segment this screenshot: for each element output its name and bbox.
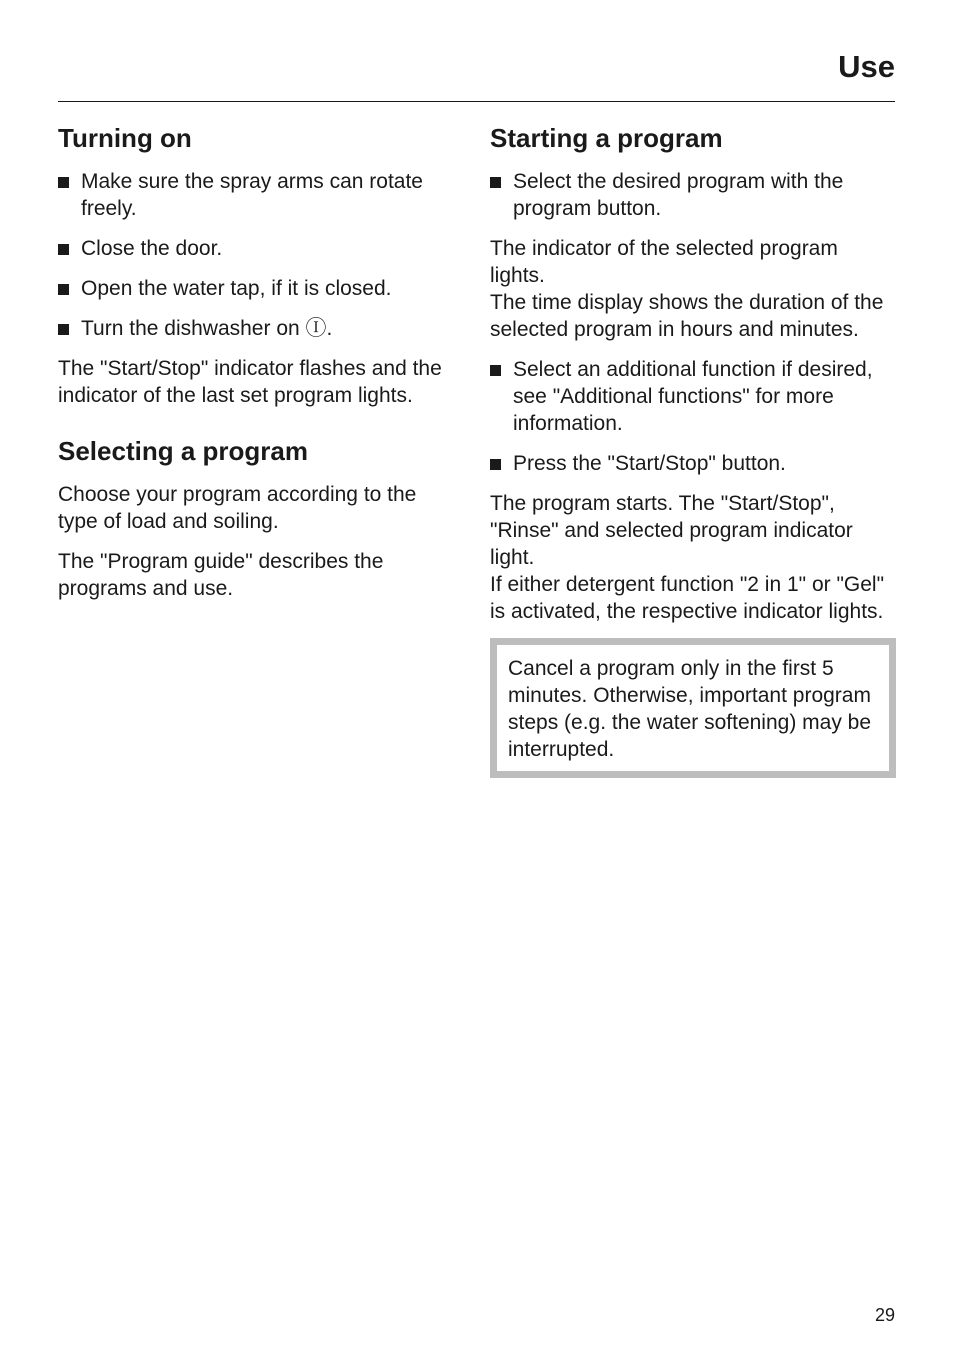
page-section-title: Use	[838, 49, 895, 84]
list-item	[490, 450, 896, 477]
square-bullet-icon	[58, 177, 69, 188]
square-bullet-icon	[58, 244, 69, 255]
list-item	[58, 168, 458, 222]
selecting-program-text-1: Choose your program according to the type of load and soiling.	[58, 482, 417, 533]
turning-on-heading: Turning on	[58, 123, 192, 153]
list-item	[490, 356, 896, 437]
starting-program-heading: Starting a program	[490, 123, 723, 153]
selecting-program-text-2: The "Program guide" describes the programs and use.	[58, 549, 384, 600]
list-item-text: Turn the dishwasher on Ⓘ.	[81, 316, 333, 340]
square-bullet-icon	[490, 459, 501, 470]
page-number: 29	[874, 1305, 895, 1325]
square-bullet-icon	[490, 177, 501, 188]
turning-on-description: The "Start/Stop" indicator flashes and the indicator of the last set program lights.	[58, 356, 442, 407]
right-column	[490, 122, 896, 778]
starting-program-text-2	[490, 490, 896, 625]
list-item	[58, 275, 458, 302]
left-column	[58, 122, 458, 615]
list-item-text: Open the water tap, if it is closed.	[81, 276, 392, 300]
list-item-text: Make sure the spray arms can rotate freely.	[81, 169, 423, 220]
square-bullet-icon	[490, 365, 501, 376]
list-item-text: Press the "Start/Stop" button.	[513, 451, 786, 475]
list-item	[490, 168, 896, 222]
note-box: Cancel a program only in the first 5 minutes. Otherwise, important program steps (e.g. the water softening) may be interrupted.	[490, 638, 896, 778]
list-item-text: Select the desired program with the program button.	[513, 169, 844, 220]
text-line: If either detergent function "2 in 1" or "Gel" is activated, the respective indicator lights.	[490, 572, 885, 623]
list-item-text: Select an additional function if desired, see "Additional functions" for more information.	[513, 357, 873, 435]
text-line: The time display shows the duration of the selected program in hours and minutes.	[490, 290, 884, 341]
selecting-program-heading: Selecting a program	[58, 435, 308, 466]
list-item-text: Close the door.	[81, 236, 223, 260]
header-divider	[58, 101, 895, 102]
starting-program-text-1	[490, 235, 896, 343]
square-bullet-icon	[58, 324, 69, 335]
text-line: The program starts. The "Start/Stop", "Rinse" and selected program indicator light.	[490, 491, 853, 569]
list-item	[58, 315, 458, 342]
square-bullet-icon	[58, 284, 69, 295]
text-line: The indicator of the selected program lights.	[490, 236, 838, 287]
list-item	[58, 235, 458, 262]
